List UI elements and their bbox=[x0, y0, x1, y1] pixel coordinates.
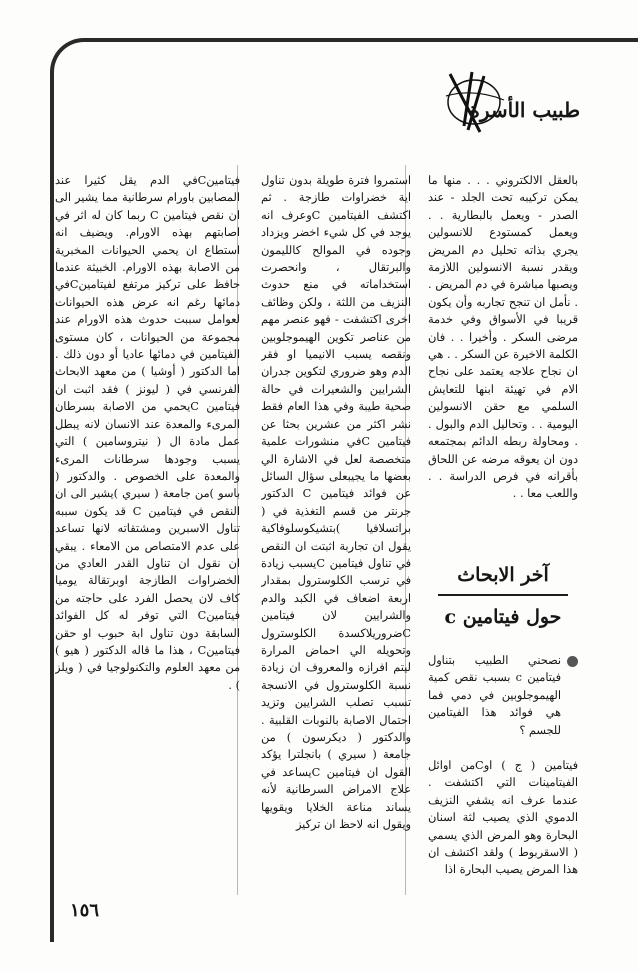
article-paragraph: بالعقل الالكتروني . . . منها ما يمكن تركيبه تحت الجلد - عند الصدر - ويعمل بالبطارية . . ويعمل كمستودع للانسولين يجري بذاته تحليل دم المريض ويقدر نسبة الانسولين اللازمة ويصبها مباشرة في دم المريض . . نأمل ان تنجح تجاربه وأن يكون قريبا في الأسواق وفي خدمة مرضى السكر . وأخيرا . . فان الكلمة الاخيرة عن السكر . . هي ان نجاح علاجه يعتمد على نجاح الام في تهيئة ابنها للتعايش السلمي مع حقن الانسولين اليومية . . وتحاليل الدم والبول . . ومحاولة ربطه الدائم بمجتمعه دون ان يعوقه مرضه عن اللحاق بأقرانه في فرص الدراسة . . واللعب معا . . bbox=[428, 174, 578, 501]
question-block bbox=[428, 652, 578, 739]
article-paragraph: فيتامينCفي الدم يقل كثيرا عند المصابين باورام سرطانية مما يشير الى ان نقص فيتامين C ربما كان له اثر في اصابتهم بهذه الاورام. ويضيف انه استطاع ان يحمي الحيوانات المخبرية من الاصابة بهذه الاورام. الخبيثة عندما حافظ على تركيز مرتفع لفيتامينCفي دمائها رغم انه عرض هذه الحيوانات لعوامل سببت حدوث هذه الاورام عند مجموعة من الحيوانات ، كان مستوى الفيتامين في دمائها عاديا أو دون ذلك . اما الدكتور ( أوشيا ) من معهد الابحاث الفرنسي في ( ليونز ) فقد اثبت ان فيتامين Cيحمي من الاصابة بسرطان المرىء والمعدة عند الانسان لانه يبطل عمل مادة ال ( نيتروسامين ) التي يسبب وجودها سرطانات المرىء والمعدة على الخصوص . والدكتور ( باسو )من جامعة ( سيري )يشير الى ان النقص في فيتامين C قد يكون سببه تناول الاسبرين ومشتقاته لانها تساعد على عدم الامتصاص من الامعاء . يبقي ان نقول ان تناول القدر العادي من الخضراوات الطازجة اوبرتقالة يوميا كاف لان يحصل الفرد على حاجته من فيتامينC التي توفر له كل الفوائد السابقة دون تناول ابة حبوب او حقن فيتامينC ، هذا ما قاله الدكتور ( هيو ) من معهد العلوم والتكنولوجيا في ( ويلز ) . bbox=[55, 174, 240, 692]
magazine-header bbox=[460, 78, 580, 148]
header-title: طبيب الأسرة bbox=[469, 98, 580, 122]
column-right-top bbox=[428, 172, 578, 542]
article-answer: فيتامين ( ج ) اوCمن اوائل الفيتامينات التي اكتشفت . عندما عرف انه يشفي النزيف الدموي الذي يصيب لثة اسنان البحارة وهو المرض الذي يسمي ( الاسقربوط ) ولقد اكتشف ان هذا المرض يصيب البحارة اذا bbox=[428, 759, 578, 877]
section-title-line1: آخر الابحاث bbox=[457, 564, 549, 586]
page-number: ١٥٦ bbox=[70, 900, 100, 921]
section-title-rule bbox=[438, 594, 568, 596]
column-left bbox=[55, 172, 240, 892]
column-middle bbox=[261, 172, 411, 892]
section-title bbox=[428, 560, 578, 632]
reader-question: نصحني الطبيب بتناول فيتامين c بسبب نقص كمية الهيموجلوبين في دمي فما هي فوائد هذا الفيتامين للجسم ؟ bbox=[428, 654, 561, 737]
bullet-icon bbox=[567, 656, 578, 667]
column-right-bottom bbox=[428, 652, 578, 892]
article-paragraph: استمروا فترة طويلة بدون تناول اية خضراوات طازجة . ثم اكتشف الفيتامين Cوعرف انه يوجد في كل شيء اخضر ويزداد وجوده في الموالح كالليمون والبرتقال ، وانحصرت استخداماته في منع حدوث النزيف من اللثة ، ولكن وظائف اخرى اكتشفت - فهو عنصر مهم من عناصر تكوين الهيموجلوبين ونقصه يسبب الانيميا او فقر الدم وهو ضروري لتكوين جدران الشرايين والشعيرات في حالة صحية طيبة وفي هذا العام فقط نشر اكثر من عشرين بحثا عن فيتامين Cفي منشورات علمية متخصصة لعل في الاشارة الي بعضها ما يجيبعلى سؤال السائل عن فوائد فيتامين C الدكتور جرنتر من قسم التغذية في ( براتسلافيا )بتشيكوسلوفاكية يقول ان تجاربة اثبتت ان النقص في تناول فيتامين Cيسبب زيادة في ترسب الكلوسترول بمقدار اربعة اضعاف في الكبد والدم والشرايين لان فيتامين Cضروريلاكسدة الكلوسترول وتحويله الي احماض المرارة ليتم افرازه والمعروف ان زيادة نسبة الكلوسترول في الانسجة تسبب تصلب الشرايين وتزيد احتمال الاصابة بالنوبات القلبية . والدكتور ( ديكرسون ) من جامعة ( سيري ) بانجلترا يؤكد القول ان فيتامين Cيساعد في علاج الامراض السرطانية لأنه يساند مناعة الخلايا ويقويها ويقول انه لاحظ ان تركيز bbox=[261, 174, 411, 832]
section-title-line2: حول فيتامين c bbox=[444, 606, 562, 628]
